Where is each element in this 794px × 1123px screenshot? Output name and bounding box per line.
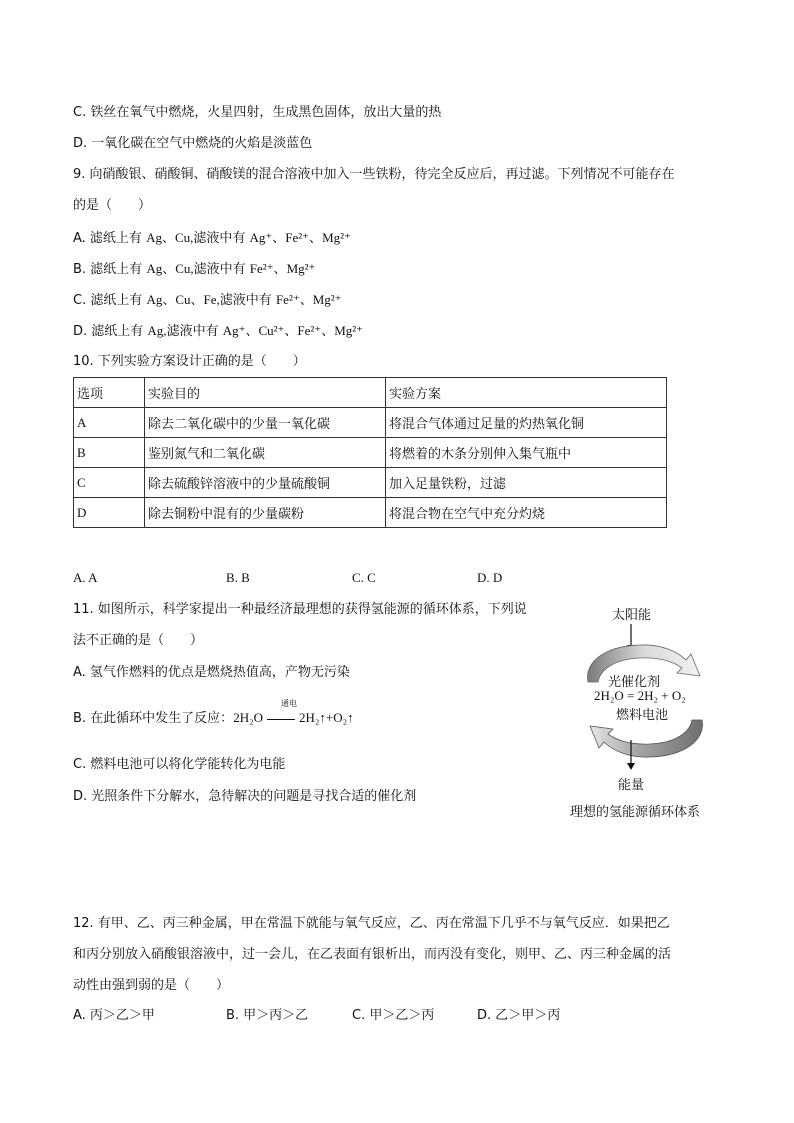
- table-cell: 鉴别氮气和二氧化碳: [145, 438, 386, 468]
- option-prefix: C. 滤纸上有: [73, 293, 147, 308]
- q11-option-a: A. 氢气作燃料的优点是燃烧热值高，产物无污染: [73, 665, 350, 680]
- diagram-label-energy: 能量: [618, 778, 645, 793]
- q9-stem-line2: 的是（ ）: [73, 198, 152, 213]
- table-cell: B: [74, 438, 145, 468]
- option-mid: 滤液中有: [193, 262, 250, 277]
- q9-stem-line1: 9. 向硝酸银、硝酸铜、硝酸镁的混合溶液中加入一些铁粉，待完全反应后，再过滤。下列情况不可能存在: [73, 167, 675, 182]
- hydrogen-cycle-diagram: [560, 600, 740, 825]
- table-header-cell: 实验目的: [145, 378, 386, 408]
- ion: Mg²⁺: [334, 323, 364, 338]
- diagram-label-solar: 太阳能: [612, 608, 652, 623]
- q10-option-b: B. B: [226, 570, 250, 585]
- ion: Fe²⁺: [285, 230, 310, 245]
- q11-option-c: C. 燃料电池可以将化学能转化为电能: [73, 757, 286, 772]
- table-cell: 除去硫酸锌溶液中的少量硫酸铜: [145, 468, 386, 498]
- table-row: [74, 498, 667, 528]
- ion: Fe²⁺: [297, 323, 322, 338]
- q8-option-d: D. 一氧化碳在空气中燃烧的火焰是淡蓝色: [73, 136, 313, 151]
- q12-stem-line1: 12. 有甲、乙、丙三种金属，甲在常温下就能与氧气反应，乙、丙在常温下几乎不与氧气反应．如果把乙: [73, 916, 670, 931]
- option-metals: Ag、Cu,: [146, 230, 194, 245]
- table-cell: D: [74, 498, 145, 528]
- diagram-label-catalyst: 光催化剂: [608, 675, 661, 690]
- q9-option-b: B. 滤纸上有 Ag、Cu,滤液中有 Fe²⁺、Mg²⁺: [73, 261, 316, 277]
- diagram-label-fuel-cell: 燃料电池: [616, 708, 669, 723]
- q12-option-d: D. 乙＞甲＞丙: [477, 1008, 561, 1023]
- option-prefix: B. 在此循环中发生了反应：: [73, 711, 234, 726]
- q9-option-c: C. 滤纸上有 Ag、Cu、Fe,滤液中有 Fe²⁺、Mg²⁺: [73, 292, 342, 308]
- table-cell: 将混合物在空气中充分灼烧: [386, 498, 667, 528]
- q10-option-c: C. C: [352, 570, 376, 585]
- diagram-caption: 理想的氢能源循环体系: [570, 805, 701, 820]
- option-mid: 滤液中有: [193, 231, 250, 246]
- ion: Mg²⁺: [286, 261, 316, 276]
- ion: Cu²⁺: [258, 323, 285, 338]
- option-prefix: B. 滤纸上有: [73, 262, 147, 277]
- q12-option-a: A. 丙＞乙＞甲: [73, 1008, 155, 1023]
- reaction-condition: 通电: [281, 699, 297, 708]
- q12-option-b: B. 甲＞丙＞乙: [226, 1008, 309, 1023]
- option-prefix: A. 滤纸上有: [73, 231, 147, 246]
- q9-option-a: A. 滤纸上有 Ag、Cu,滤液中有 Ag⁺、Fe²⁺、Mg²⁺: [73, 230, 351, 246]
- option-metals: Ag、Cu,: [146, 261, 194, 276]
- table-cell: 加入足量铁粉，过滤: [386, 468, 667, 498]
- ion: Ag⁺: [249, 230, 273, 245]
- table-cell: C: [74, 468, 145, 498]
- q8-option-c: C. 铁丝在氧气中燃烧，火星四射，生成黑色固体，放出大量的热: [73, 105, 442, 120]
- ion: Fe²⁺: [249, 261, 274, 276]
- ion: Mg²⁺: [312, 292, 342, 307]
- option-metals: Ag、Cu、Fe,: [146, 292, 220, 307]
- table-row: [74, 438, 667, 468]
- table-cell: 将燃着的木条分别伸入集气瓶中: [386, 438, 667, 468]
- q11-stem-line1: 11. 如图所示，科学家提出一种最经济最理想的获得氢能源的循环体系，下列说: [73, 602, 527, 617]
- table-row: [74, 468, 667, 498]
- q11-option-d: D. 光照条件下分解水，急待解决的问题是寻找合适的催化剂: [73, 789, 417, 804]
- q10-table: [73, 377, 667, 528]
- table-cell: 除去二氧化碳中的少量一氧化碳: [145, 408, 386, 438]
- option-prefix: D. 滤纸上有: [73, 324, 148, 339]
- table-cell: 除去铜粉中混有的少量碳粉: [145, 498, 386, 528]
- table-header-cell: 选项: [74, 378, 145, 408]
- table-cell: 将混合气体通过足量的灼热氧化铜: [386, 408, 667, 438]
- ion: Fe²⁺: [275, 292, 300, 307]
- table-header-row: [74, 378, 667, 408]
- q12-option-c: C. 甲＞乙＞丙: [352, 1008, 435, 1023]
- table-row: [74, 408, 667, 438]
- ion: Mg²⁺: [322, 230, 351, 245]
- table-header-cell: 实验方案: [386, 378, 667, 408]
- q10-option-a: A. A: [73, 570, 98, 585]
- diagram-equation: 2H₂O = 2H₂ + O₂: [594, 688, 686, 703]
- equation-rhs: 2H₂↑+O₂↑: [299, 710, 354, 725]
- q11-option-b: [73, 699, 354, 729]
- q12-stem-line2: 和丙分别放入硝酸银溶液中，过一会儿，在乙表面有银析出，而丙没有变化，则甲、乙、丙三种金属的活: [73, 947, 672, 962]
- ion: Ag⁺: [222, 323, 246, 338]
- q12-stem-line3: 动性由强到弱的是（ ）: [73, 978, 230, 993]
- q11-stem-line2: 法不正确的是（ ）: [73, 633, 204, 648]
- equation-lhs: 2H₂O: [233, 710, 263, 725]
- option-mid: 滤液中有: [166, 324, 223, 339]
- q9-option-d: D. 滤纸上有 Ag,滤液中有 Ag⁺、Cu²⁺、Fe²⁺、Mg²⁺: [73, 323, 364, 339]
- q10-option-d: D. D: [477, 570, 503, 585]
- option-metals: Ag,: [147, 323, 167, 338]
- option-mid: 滤液中有: [219, 293, 276, 308]
- table-cell: A: [74, 408, 145, 438]
- q10-stem: 10. 下列实验方案设计正确的是（ ）: [73, 354, 306, 369]
